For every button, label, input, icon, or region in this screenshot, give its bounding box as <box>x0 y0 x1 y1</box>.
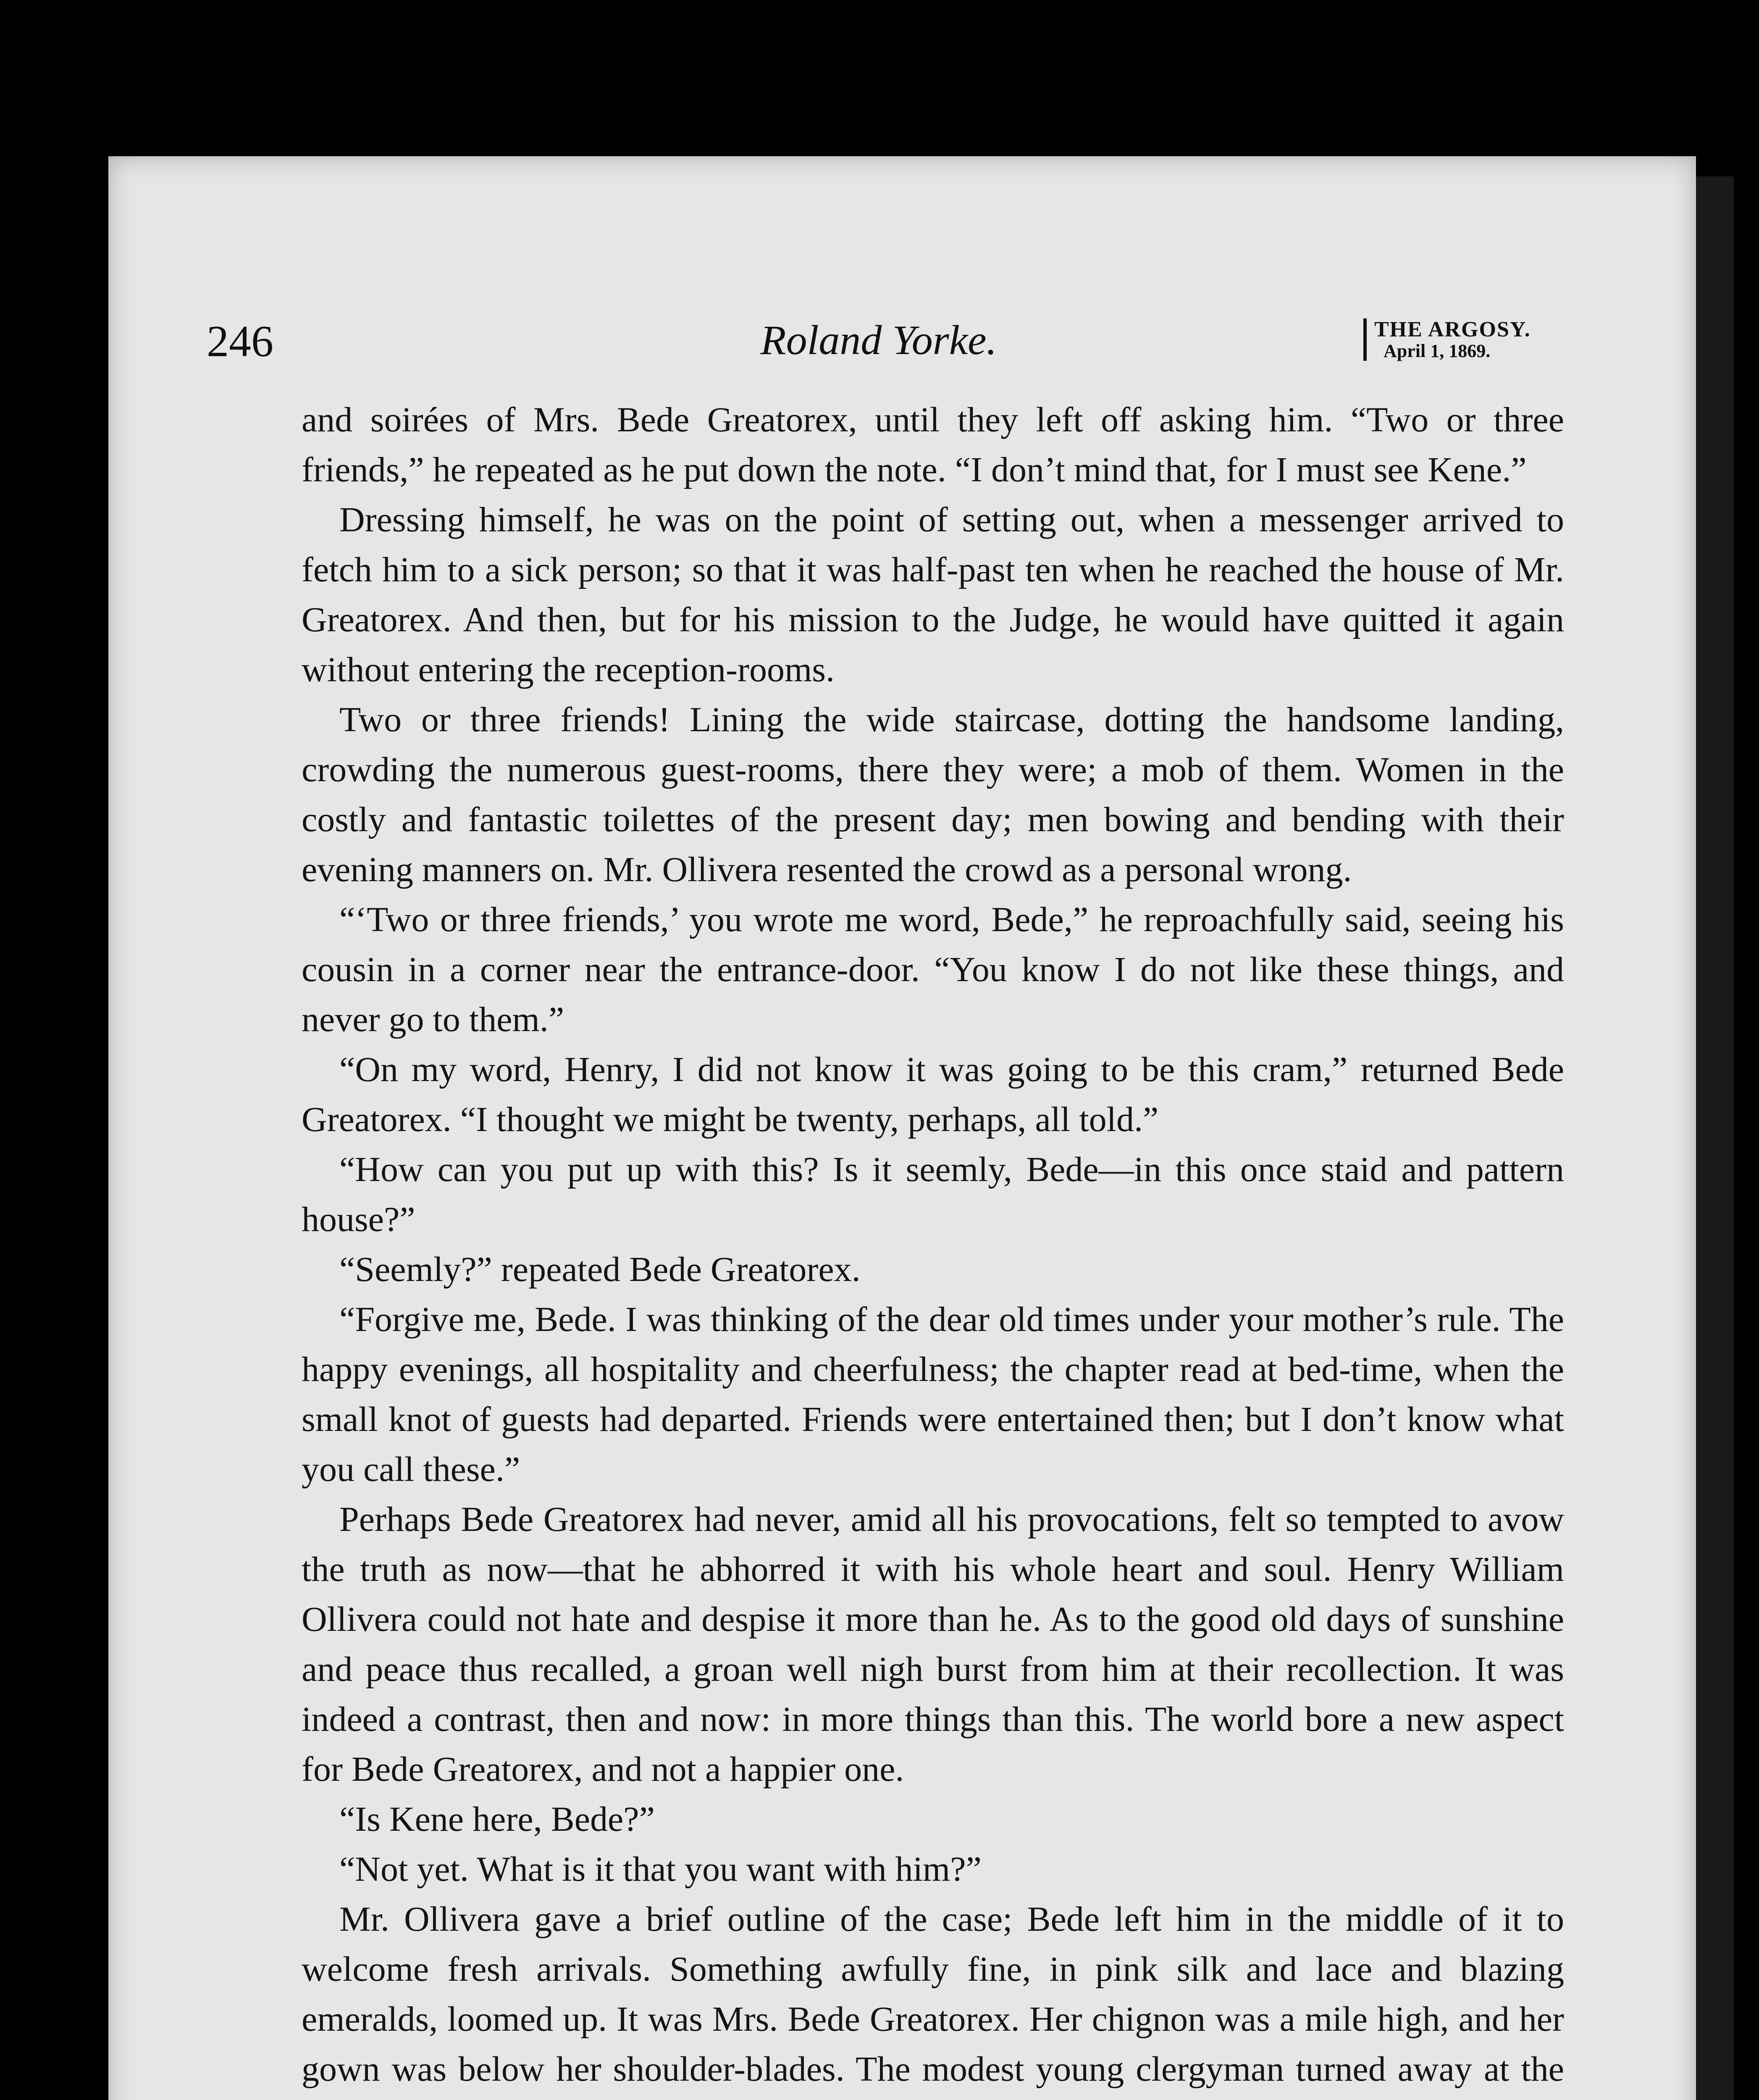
paragraph: “Is Kene here, Bede?” <box>339 1800 655 1839</box>
paragraph: “On my word, Henry, I did not know it was going to be this cram,” returned Bede Greatorex. “I thought we might be twenty, perhaps, all told.” <box>302 1050 1564 1139</box>
page-header <box>207 316 1551 366</box>
body-text <box>302 395 1564 2100</box>
journal-name: THE ARGOSY. <box>1374 318 1531 341</box>
page-number: 246 <box>207 317 273 366</box>
journal-date: April 1, 1869. <box>1384 340 1491 361</box>
paragraph: Two or three friends! Lining the wide staircase, dotting the handsome landing, crowding the numerous guest-rooms, there they were; a mob of them. Women in the costly and fantastic toilettes of the present day; men bowing and bending with their evening manners on. Mr. Ollivera resented the crowd as a personal wrong. <box>302 700 1564 889</box>
paragraph: “How can you put up with this? Is it seemly, Bede—in this once staid and pattern house?” <box>302 1150 1564 1239</box>
next-page-edge <box>1696 176 1734 2100</box>
paragraph: and soirées of Mrs. Bede Greatorex, until they left off asking him. “Two or three friends,” he repeated as he put down the note. “I don’t mind that, for I must see Kene.” <box>302 400 1564 489</box>
paragraph: Dressing himself, he was on the point of setting out, when a messenger arrived to fetch him to a sick person; so that it was half-past ten when he reached the house of Mr. Greatorex. And then, but for his mission to the Judge, he would have quitted it again without entering the reception-rooms. <box>302 500 1564 689</box>
journal-citation <box>1363 318 1559 361</box>
paragraph: “Forgive me, Bede. I was thinking of the dear old times under your mother’s rule. The happy evenings, all hospitality and cheerfulness; the chapter read at bed-time, when the small knot of guests had departed. Friends were entertained then; but I don’t know what you call these.” <box>302 1300 1564 1489</box>
paragraph: “Seemly?” repeated Bede Greatorex. <box>339 1250 861 1289</box>
paragraph: “‘Two or three friends,’ you wrote me word, Bede,” he reproachfully said, seeing his cousin in a corner near the entrance-door. “You know I do not like these things, and never go to them.” <box>302 900 1564 1039</box>
paragraph: Perhaps Bede Greatorex had never, amid all his provocations, felt so tempted to avow the truth as now—that he abhorred it with his whole heart and soul. Henry William Ollivera could not hate and despise it more than he. As to the good old days of sunshine and peace thus recalled, a groan well nigh burst from him at their recollection. It was indeed a contrast, then and now: in more things than this. The world bore a new aspect for Bede Greatorex, and not a happier one. <box>302 1500 1564 1789</box>
running-title: Roland Yorke. <box>760 317 997 363</box>
paragraph: “Not yet. What is it that you want with him?” <box>339 1850 982 1889</box>
paragraph: Mr. Ollivera gave a brief outline of the case; Bede left him in the middle of it to welcome fresh arrivals. Something awfully fine, in pink silk and lace and blazing emeralds, loomed up. It was Mrs. Bede Greatorex. Her chignon was a mile high, and her gown was below her shoulder-blades. The modest young clergyman turned away at the <box>302 1900 1564 2089</box>
